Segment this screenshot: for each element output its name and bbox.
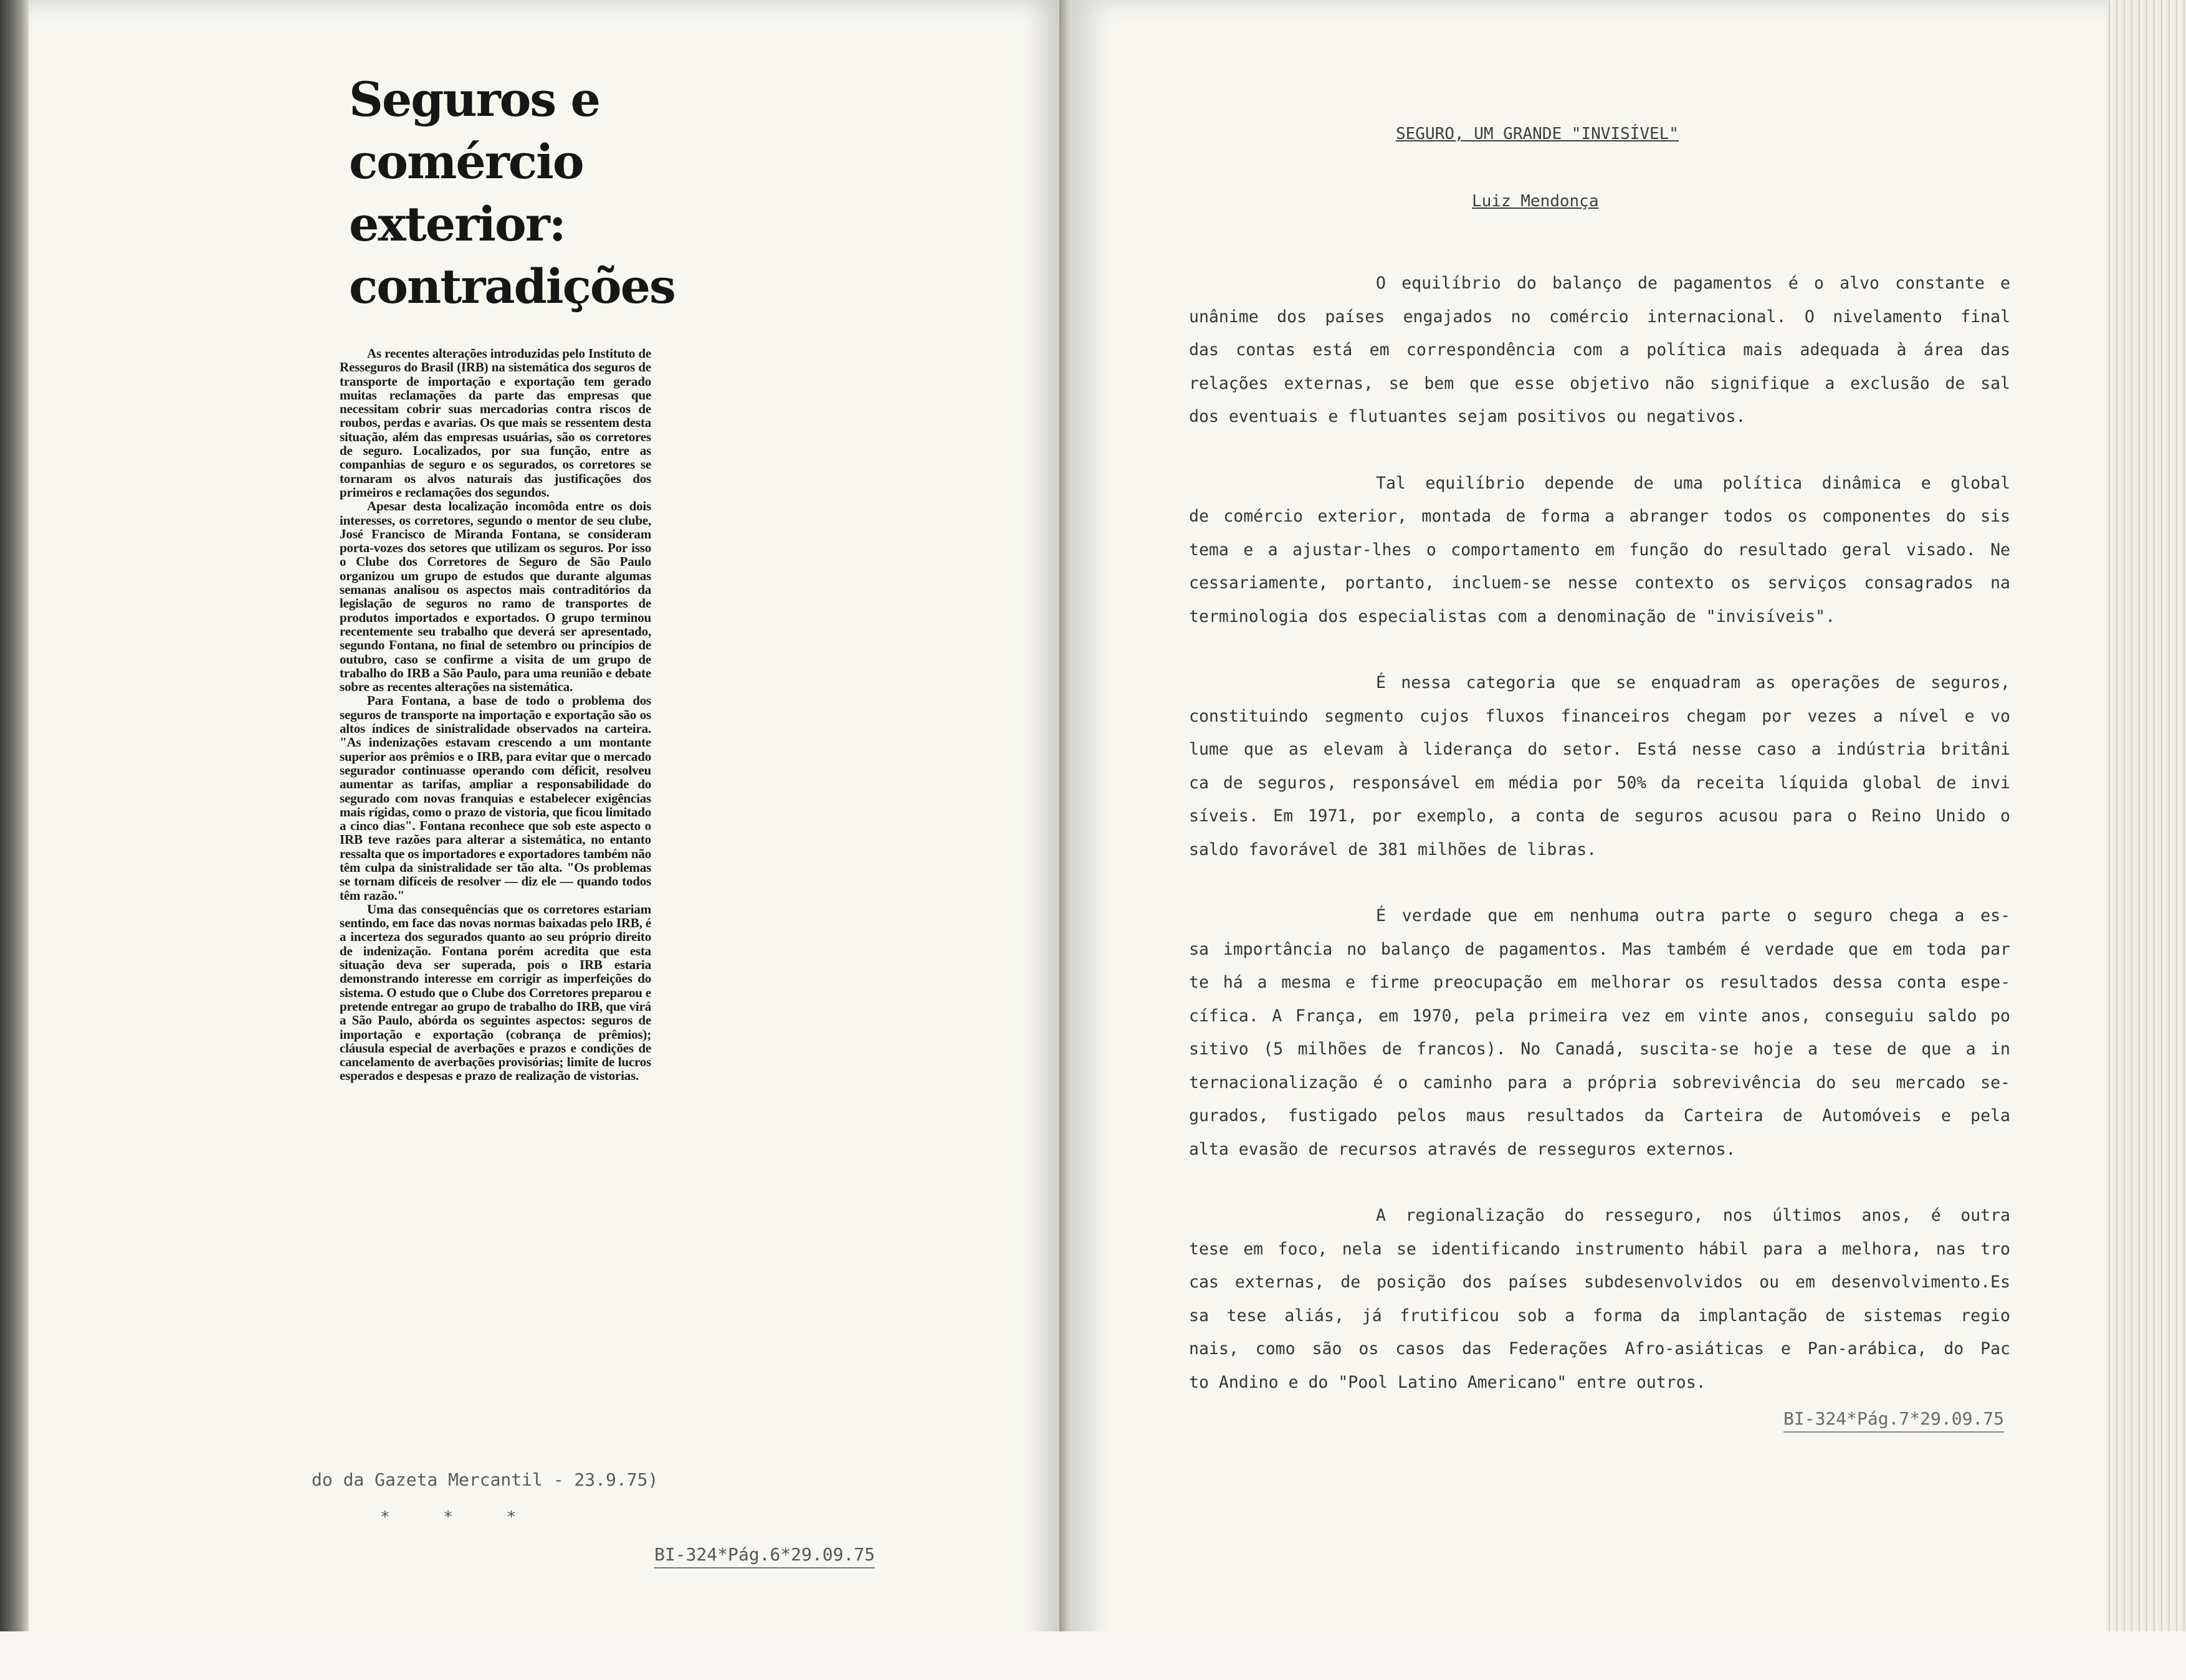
binding-shadow	[0, 0, 29, 1680]
article-line: cessariamente, portanto, incluem-se nesse contexto os serviços consagrados na	[1189, 573, 2010, 593]
article-line: É verdade que em nenhuma outra parte o seguro chega a es-	[1376, 906, 2010, 925]
article-line: tese em foco, nela se identificando instrumento hábil para a melhora, nas tro	[1189, 1239, 2010, 1259]
article-line: sa importância no balanço de pagamentos. Mas também é verdade que em toda par	[1189, 939, 2010, 959]
article-line: Tal equilíbrio depende de uma política dinâmica e global	[1376, 473, 2010, 493]
article-line: to Andino e do "Pool Latino Americano" entre outros.	[1189, 1372, 1706, 1392]
section-separator: * * *	[380, 1508, 517, 1527]
article-line: É nessa categoria que se enquadram as operações de seguros,	[1376, 673, 2010, 692]
headline-line: comércio	[349, 134, 583, 189]
article-line: tema e a ajustar-lhes o comportamento em função do resultado geral visado. Ne	[1189, 540, 2010, 560]
article-line: alta evasão de recursos através de resseguros externos.	[1189, 1139, 1736, 1159]
article-line: sitivo (5 milhões de francos). No Canadá, suscita-se hoje a tese de que a in	[1189, 1039, 2010, 1059]
article-line: de comércio exterior, montada de forma a abranger todos os componentes do sis	[1189, 507, 2010, 526]
clipping-source: do da Gazeta Mercantil - 23.9.75)	[312, 1469, 659, 1490]
article-line: gurados, fustigado pelos maus resultados da Carteira de Automóveis e pela	[1189, 1106, 2010, 1125]
article-line: cífica. A França, em 1970, pela primeira vez em vinte anos, conseguiu saldo po	[1189, 1006, 2010, 1026]
article-line: síveis. Em 1971, por exemplo, a conta de seguros acusou para o Reino Unido o	[1189, 806, 2010, 826]
headline-line: exterior:	[349, 196, 565, 252]
headline-line: contradições	[349, 259, 675, 314]
article-title: SEGURO, UM GRANDE "INVISÍVEL"	[1396, 125, 1679, 143]
article-line: unânime dos países engajados no comércio internacional. O nivelamento final	[1189, 307, 2010, 327]
article-paragraph	[1189, 899, 2010, 1166]
article-line: nais, como são os casos das Federações Afro-asiáticas e Pan-arábica, do Pac	[1189, 1339, 2010, 1358]
article-line: te há a mesma e firme preocupação em melhorar os resultados dessa conta espe-	[1189, 973, 2010, 992]
article-line: constituindo segmento cujos fluxos financeiros chegam por vezes a nível e vo	[1189, 706, 2010, 726]
article-body	[1189, 267, 2010, 1432]
scan-bottom-margin	[0, 1631, 2186, 1680]
article-paragraph	[1189, 267, 2010, 434]
clipping-body	[340, 346, 651, 1083]
article-line: relações externas, se bem que esse objetivo não signifique a exclusão de sal	[1189, 373, 2010, 393]
article-line: sa tese aliás, já frutificou sob a forma da implantação de sistemas regio	[1189, 1305, 2010, 1325]
article-line: saldo favorável de 381 milhões de libras.	[1189, 839, 1597, 859]
clipping-paragraph: Apesar desta localização incomôda entre os dois interesses, os corretores, segundo o mentor de seu clube, José Francisco de Miranda Fontana, se consideram porta-vozes dos setores que utilizam os seguros. Por isso o Clube dos Corretores de Seguro de São Paulo organizou um grupo de estudos que durante algumas semanas analisou os aspectos mais contraditórios da legislação de seguros no ramo de transportes de produtos importados e exportados. O grupo terminou recentemente seu trabalho que deverá ser apresentado, segundo Fontana, no final de setembro ou princípios de outubro, caso se confirme a visita de um grupo de trabalho do IRB a São Paulo, para uma reunião e debate sobre as recentes alterações na sistemática.	[340, 499, 651, 695]
article-line: terminologia dos especialistas com a denominação de "invisíveis".	[1189, 606, 1836, 626]
article-line: das contas está em correspondência com a política mais adequada à área das	[1189, 340, 2010, 360]
article-line: ca de seguros, responsável em média por 50% da receita líquida global de invi	[1189, 773, 2010, 793]
article-line: dos eventuais e flutuantes sejam positivos ou negativos.	[1189, 407, 1746, 426]
article-author: Luiz Mendonça	[1472, 192, 1599, 211]
article-line: ternacionalização é o caminho para a própria sobrevivência do seu mercado se-	[1189, 1072, 2010, 1092]
article-paragraph	[1189, 1199, 2010, 1399]
page-edges	[2106, 0, 2186, 1680]
article-paragraph	[1189, 666, 2010, 866]
clipping-paragraph: Uma das consequências que os corretores estariam sentindo, em face das novas normas baixadas pelo IRB, é a incerteza dos segurados quanto ao seu próprio direito de indenização. Fontana porém acredita que esta situação deva ser superada, pois o IRB estaria demonstrando interesse em corrigir as imperfeições do sistema. O estudo que o Clube dos Corretores preparou e pretende entregar ao grupo de trabalho do IRB, que virá a São Paulo, abórda os seguintes aspectos: seguros de importação e exportação (cobrança de prêmios); cláusula especial de averbações e prazos e condições de cancelamento de averbações provisórias; limite de lucros esperados e despesas e prazo de realização de vistorias.	[340, 901, 651, 1084]
article-line: cas externas, de posição dos países subdesenvolvidos ou em desenvolvimento.Es	[1189, 1272, 2010, 1292]
page-footer-right: BI-324*Pág.7*29.09.75	[1783, 1408, 2004, 1433]
clipping-paragraph: As recentes alterações introduzidas pelo Instituto de Resseguros do Brasil (IRB) na sistemática dos seguros de transporte de importação e exportação tem gerado muitas reclamações da parte das empresas que necessitam cobrir suas mercadorias contra riscos de roubos, perdas e avarias. Os que mais se ressentem desta situação, além das empresas usuárias, são os corretores de seguro. Localizados, por sua função, entre as companhias de seguro e os segurados, os corretores se tornaram os alvos naturais das justificações dos primeiros e reclamações dos segundos.	[340, 346, 651, 500]
article-line: lume que as elevam à liderança do setor. Está nesse caso a indústria britâni	[1189, 740, 2010, 759]
article-line: A regionalização do resseguro, nos últimos anos, é outra	[1376, 1206, 2010, 1225]
article-paragraph	[1189, 467, 2010, 634]
article-line: O equilíbrio do balanço de pagamentos é o alvo constante e	[1376, 274, 2010, 293]
headline-line: Seguros e	[349, 72, 599, 127]
clipping-paragraph: Para Fontana, a base de todo o problema dos seguros de transporte na importação e exportação são os altos índices de sinistralidade observados na carteira. "As indenizações estavam crescendo a um montante superior aos prêmios e o IRB, para evitar que o mercado segurador continuasse operando com déficit, resolveu aumentar as tarifas, ampliar a responsabilidade do segurado com novas franquias e estabelecer exigências mais rígidas, como o prazo de vistoria, que ficou limitado a cinco dias". Fontana reconhece que sob este aspecto o IRB teve razões para alterar a sistemática, no entanto ressalta que os importadores e exportadores também não têm culpa da sinistralidade ser tão alta. "Os problemas se tornam difíceis de resolver — diz ele — quando todos têm razão."	[340, 693, 651, 903]
clipping-headline	[349, 69, 698, 318]
page-footer-left: BI-324*Pág.6*29.09.75	[654, 1544, 875, 1568]
